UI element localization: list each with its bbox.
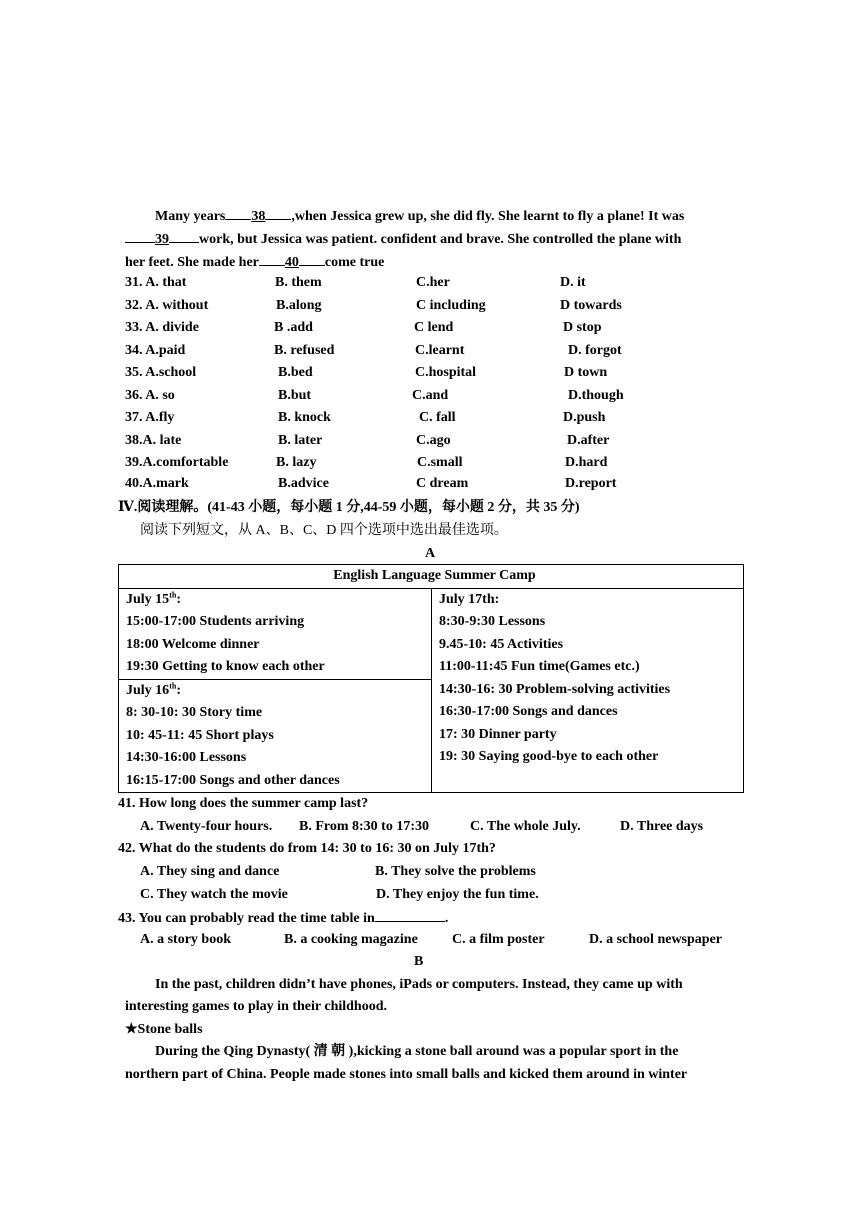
day16-cell	[119, 679, 432, 793]
blank	[225, 205, 251, 220]
passage-b-p1-line1: In the past, children didn’t have phones, iPads or computers. Instead, they came up with	[155, 977, 683, 992]
option-32-b: B.along	[276, 298, 322, 313]
day17-item: 17: 30 Dinner party	[439, 726, 557, 742]
blank	[375, 907, 445, 922]
blank-number: 40	[284, 255, 299, 270]
q41-option-b: B. From 8:30 to 17:30	[299, 819, 429, 834]
day16-sup: th	[169, 680, 177, 690]
option-37-c: C. fall	[419, 410, 456, 425]
day15-suffix: :	[176, 591, 181, 607]
cloze-text: come true	[324, 255, 385, 270]
question-41: 41. How long does the summer camp last?	[118, 796, 369, 811]
q43-option-b: B. a cooking magazine	[284, 932, 418, 947]
blank	[299, 251, 325, 266]
q43-option-a: A. a story book	[140, 932, 232, 947]
day16-title-text: July 16	[126, 682, 170, 698]
q43-option-c: C. a film poster	[452, 932, 545, 947]
option-31-d: D. it	[560, 275, 586, 290]
option-34-a: 34. A.paid	[125, 343, 186, 358]
day16-item: 8: 30-10: 30 Story time	[126, 705, 263, 720]
cloze-line-2	[125, 228, 681, 250]
cloze-line-3	[125, 251, 384, 273]
day15-title	[126, 589, 431, 612]
passage-label-b: B	[414, 954, 424, 969]
option-39-c: C.small	[417, 455, 463, 470]
q41-option-d: D. Three days	[620, 819, 704, 834]
section-instruction: 阅读下列短文，从 A、B、C、D 四个选项中选出最佳选项。	[140, 523, 508, 538]
passage-b-p2-line2: northern part of China. People made stones into small balls and kicked them around in winter	[125, 1067, 688, 1082]
passage-b-p1-line2: interesting games to play in their childhood.	[125, 999, 388, 1014]
question-43	[118, 907, 448, 929]
camp-title: English Language Summer Camp	[119, 565, 744, 589]
option-36-a: 36. A. so	[125, 388, 175, 403]
option-34-c: C.learnt	[415, 343, 465, 358]
option-38-a: 38.A. late	[125, 433, 182, 448]
section-heading: Ⅳ.阅读理解。(41-43 小题，每小题 1 分,44-59 小题，每小题 2 分，共 35 分)	[118, 500, 580, 515]
cloze-text: ,when Jessica grew up, she did fly. She learnt to fly a plane! It was	[291, 209, 685, 224]
option-33-a: 33. A. divide	[125, 320, 199, 335]
option-39-d: D.hard	[565, 455, 608, 470]
blank	[169, 228, 199, 243]
day16-suffix: :	[176, 682, 181, 698]
q42-option-a: A. They sing and dance	[140, 864, 280, 879]
option-37-b: B. knock	[278, 410, 331, 425]
option-32-d: D towards	[560, 298, 622, 313]
option-40-b: B.advice	[278, 476, 329, 491]
option-34-d: D. forgot	[568, 343, 622, 358]
option-35-c: C.hospital	[415, 365, 477, 380]
option-38-c: C.ago	[416, 433, 451, 448]
day17-item: 11:00-11:45 Fun time(Games etc.)	[439, 659, 640, 674]
option-37-a: 37. A.fly	[125, 410, 175, 425]
option-31-c: C.her	[416, 275, 450, 290]
blank-number: 39	[155, 232, 169, 247]
option-36-d: D.though	[568, 388, 624, 403]
question-43-text: 43. You can probably read the time table in	[118, 911, 375, 926]
q42-option-d: D. They enjoy the fun time.	[376, 887, 539, 902]
q41-option-a: A. Twenty-four hours.	[140, 819, 273, 834]
day15-item: 19:30 Getting to know each other	[126, 659, 325, 674]
blank	[125, 228, 155, 243]
day15-cell	[119, 588, 432, 679]
option-31-b: B. them	[275, 275, 322, 290]
blank	[265, 205, 291, 220]
option-37-d: D.push	[563, 410, 606, 425]
option-35-d: D town	[564, 365, 608, 380]
question-43-end: .	[444, 911, 449, 926]
cloze-text: work, but Jessica was patient. confident and brave. She controlled the plane with	[199, 232, 682, 247]
option-40-d: D.report	[565, 476, 617, 491]
cloze-text: her feet. She made her	[125, 255, 259, 270]
passage-label-a-text: A	[424, 546, 436, 561]
option-40-c: C dream	[416, 476, 469, 491]
day15-sup: th	[169, 589, 177, 599]
option-35-a: 35. A.school	[125, 365, 197, 380]
day17-item: 16:30-17:00 Songs and dances	[439, 704, 618, 719]
blank	[259, 251, 285, 266]
day17-cell	[432, 588, 744, 793]
q42-option-b: B. They solve the problems	[375, 864, 536, 879]
q41-option-c: C. The whole July.	[470, 819, 581, 834]
day15-title-text: July 15	[126, 591, 170, 607]
option-38-b: B. later	[278, 433, 323, 448]
option-34-b: B. refused	[274, 343, 335, 358]
passage-label-a	[0, 544, 860, 564]
q43-option-d: D. a school newspaper	[589, 932, 723, 947]
option-35-b: B.bed	[278, 365, 313, 380]
option-38-d: D.after	[567, 433, 610, 448]
day17-item: 8:30-9:30 Lessons	[439, 614, 546, 629]
day15-item: 18:00 Welcome dinner	[126, 636, 260, 652]
option-39-a: 39.A.comfortable	[125, 455, 229, 470]
option-32-a: 32. A. without	[125, 298, 209, 313]
passage-b-p2-line1: During the Qing Dynasty( 清 朝 ),kicking a stone ball around was a popular sport in the	[155, 1044, 679, 1059]
day15-item: 15:00-17:00 Students arriving	[126, 614, 305, 629]
day16-title	[126, 680, 431, 703]
option-39-b: B. lazy	[276, 455, 317, 470]
option-36-b: B.but	[278, 388, 312, 403]
day17-item: 14:30-16: 30 Problem-solving activities	[439, 681, 671, 697]
option-31-a: 31. A. that	[125, 275, 187, 290]
day16-item: 10: 45-11: 45 Short plays	[126, 727, 274, 743]
day17-item: 19: 30 Saying good-bye to each other	[439, 749, 659, 764]
cloze-text: Many years	[155, 209, 226, 224]
question-42: 42. What do the students do from 14: 30 to 16: 30 on July 17th?	[118, 841, 496, 856]
option-40-a: 40.A.mark	[125, 476, 189, 491]
option-33-c: C lend	[414, 320, 454, 335]
option-33-d: D stop	[563, 320, 602, 335]
passage-b-subhead: ★Stone balls	[125, 1022, 203, 1037]
q42-option-c: C. They watch the movie	[140, 887, 288, 902]
option-36-c: C.and	[412, 388, 449, 403]
day16-item: 14:30-16:00 Lessons	[126, 750, 247, 765]
option-33-b: B .add	[274, 320, 313, 335]
day17-item: 9.45-10: 45 Activities	[439, 636, 564, 652]
cloze-line-1	[155, 205, 684, 227]
camp-schedule-table	[118, 564, 744, 793]
option-32-c: C including	[416, 298, 486, 313]
day17-title: July 17th:	[439, 591, 500, 607]
day16-item: 16:15-17:00 Songs and other dances	[126, 772, 340, 788]
blank-number: 38	[251, 209, 266, 224]
